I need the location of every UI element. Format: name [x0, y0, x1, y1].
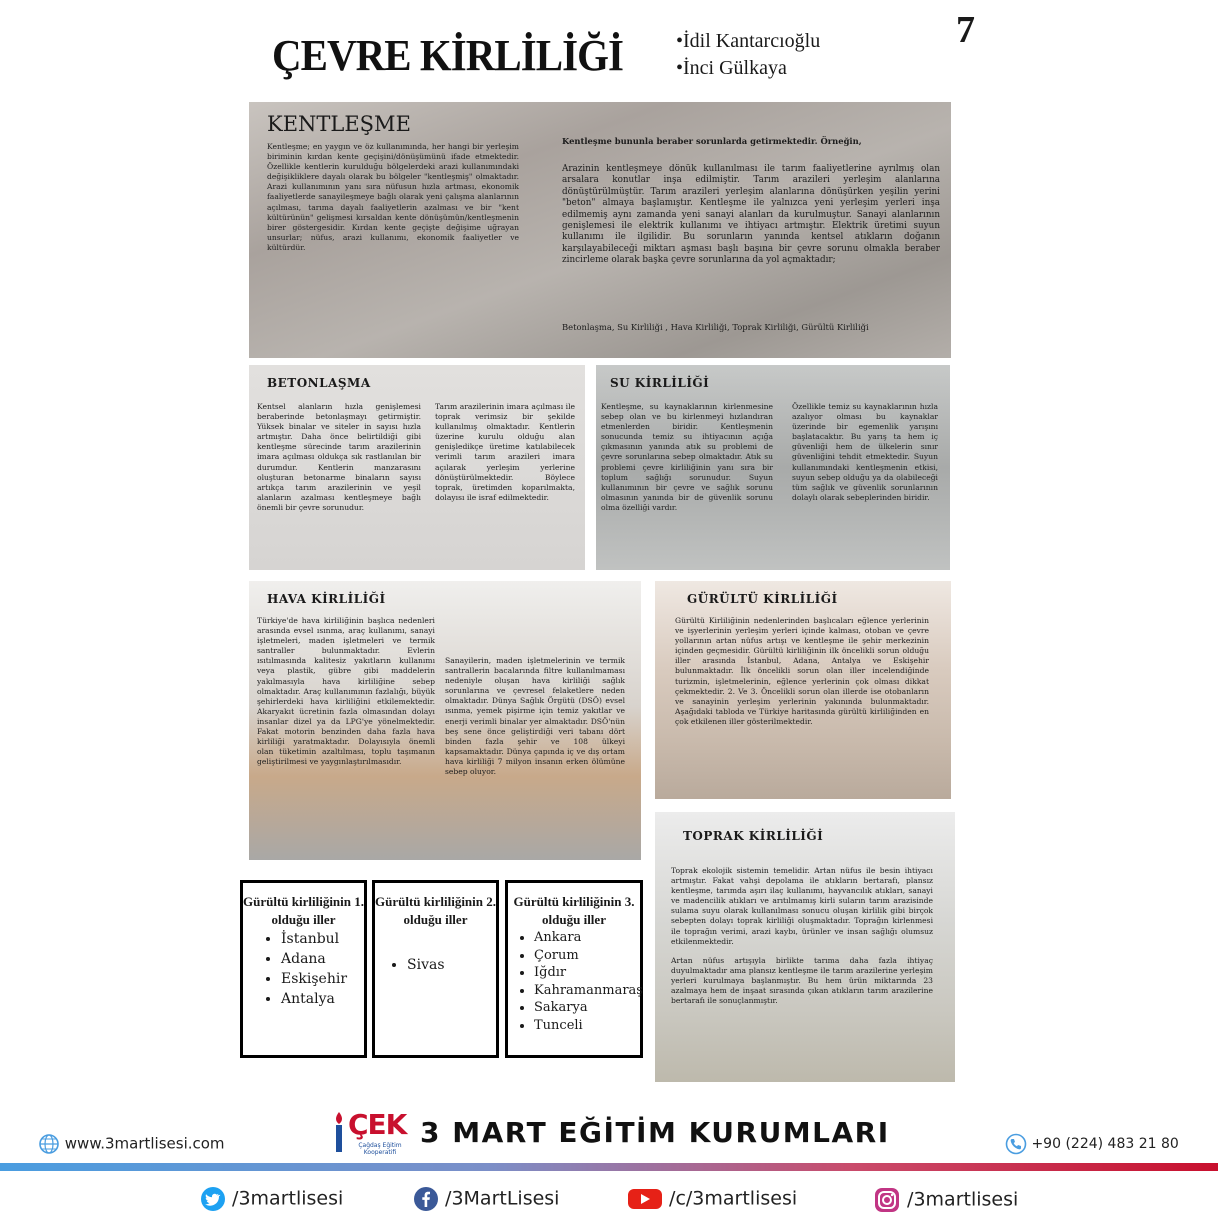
logo-text: ÇEK: [348, 1108, 407, 1141]
twitter-icon: [200, 1186, 226, 1212]
section-heading: BETONLAŞMA: [267, 376, 371, 390]
section-text: Kentleşme, su kaynaklarının kirlenmesine sebep olan ve bu kirlenmeyi hızlandıran etmenlerden biridir. Kentleşmenin sonucunda temiz su ihtiyacının açığa çıkmasının yanında atık su problemi de çevre sorunlarına sebep olmaktadır. Atık su problemi çevre kirliliğinin yanı sıra bir toplum sağlığı sorunudur. Suyun kullanımının bir çevre ve sağlık sorunu olmasının yanında bir de güvenlik sorunu olma özelliği vardır.: [601, 402, 773, 512]
globe-icon: [38, 1133, 60, 1155]
phone-link[interactable]: [1005, 1133, 1179, 1155]
author-name: • İdil Kantarcıoğlu: [676, 28, 820, 55]
twitter-handle: /3martlisesi: [232, 1187, 344, 1210]
instagram-link[interactable]: [873, 1186, 1018, 1214]
youtube-icon: [627, 1186, 663, 1212]
cek-logo: [330, 1108, 416, 1160]
section-text: Sanayilerin, maden işletmelerinin ve termik santrallerin bacalarında filtre kullanılmaması nedeniyle oluşan hava kirliliği sağlık sorunlarına ve çevresel felaketlere neden olmaktadır. Dünya Sağlık Örgütü (DSÖ) evsel ısınma, yemek pişirme için temiz yakıtlar ve enerji verimli binalar yer almaktadır. DSÖ'nün beş sene önce geliştirdiği veri tabanı dört binden fazla şehir ve 108 ülkeyi kapsamaktadır. Dünya çapında iç ve dış ortam hava kirliliği 7 milyon insanın erken ölümüne sebep oluyor.: [445, 656, 625, 777]
city-item: • Tunceli: [534, 1017, 640, 1035]
phone-icon: [1005, 1133, 1027, 1155]
problem-list: Betonlaşma, Su Kirliliği , Hava Kirliliği, Toprak Kirliliği, Gürültü Kirliliği: [562, 322, 869, 332]
city-item: • Kahramanmaraş: [534, 982, 640, 1000]
page-number: 7: [956, 9, 975, 51]
torch-icon: [330, 1110, 348, 1154]
footer-divider: [0, 1163, 1218, 1171]
noise-ranking-box-2: [372, 880, 499, 1058]
instagram-icon: [873, 1186, 901, 1214]
section-heading: SU KİRLİLİĞİ: [610, 376, 710, 390]
su-kirliligi-section: [596, 365, 950, 570]
city-item: • Ankara: [534, 929, 640, 947]
page-title: ÇEVRE KİRLİLİĞİ: [272, 31, 624, 80]
website-text: www.3martlisesi.com: [64, 1134, 225, 1153]
city-list: [375, 955, 496, 975]
city-item: • Çorum: [534, 947, 640, 965]
author-name: • İnci Gülkaya: [676, 55, 820, 82]
twitter-link[interactable]: [200, 1186, 343, 1212]
brand-name: 3 MART EĞİTİM KURUMLARI: [420, 1116, 890, 1149]
city-item: • Iğdır: [534, 964, 640, 982]
section-text: Türkiye'de hava kirliliğinin başlıca nedenleri arasında evsel ısınma, araç kullanımı, sanayi işletmeleri, maden işletmeleri ve termik santraller bulunmaktadır. Evlerin ısıtılmasında kalitesiz yakıtların kullanımı veya plastik, gübre gibi maddelerin yakılmasıyla hava kirliliğine sebep olmaktadır. Araç kullanımının fazlalığı, büyük şehirlerdeki hava kirliliğini etkilemektedir. Akaryakıt ücretinin fazla olmasından dolayı insanlar dizel ya da LPG'ye yönelmektedir. Fakat motorin benzinden daha fazla hava kirliliği yaratmaktadır. Dolayısıyla önemli olan tüketimin azaltılması, toplu taşımanın geliştirilmesi ve yaygınlaştırılmasıdır.: [257, 616, 435, 767]
facebook-handle: /3MartLisesi: [445, 1187, 560, 1210]
section-intro: Kentleşme bununla beraber sorunlarda getirmektedir. Örneğin,: [562, 136, 862, 146]
city-item: • Antalya: [281, 989, 364, 1009]
kentlesme-section: [249, 102, 951, 358]
noise-ranking-box-1: [240, 880, 367, 1058]
section-text: Özellikle temiz su kaynaklarının hızla azalıyor olması bu kaynaklar üzerinde bir egemenlik yarışını başlatacaktır. Bu yarış ta hem iç güvenliği hem de ülkelerin sınır güvenliğini tehdit etmektedir. Suyun kullanımındaki kentleşmenin etkisi, suyun sebep olduğu ya da olabileceği tüm sağlık ve güvenlik sorunlarının dolaylı olarak sebeplerinden biridir.: [792, 402, 938, 502]
city-item: • Eskişehir: [281, 969, 364, 989]
betonlasma-section: [249, 365, 585, 570]
section-text: Kentsel alanların hızla genişlemesi beraberinde betonlaşmayı getirmiştir. Yüksek binalar ve siteler in sayısı hızla artmıştır. Daha önce belirtildiği gibi kentleşme sürecinde tarım arazilerinin imara açılması oldukça sık rastlanılan bir durumdur. Kentlerin manzarasını oluşturan betonarme binaların sayısı artıkça tarım arazilerinin ve yeşil alanların azalması kentleşmeye bağlı önemli bir çevre sorunudur.: [257, 402, 421, 512]
section-text: Arazinin kentleşmeye dönük kullanılması ile tarım faaliyetlerine ayrılmış olan arsalara konutlar inşa edilmiştir. Tarım arazileri yerleşim alanlarına dönüştürülmüştür. Tarım arazileri yerleşim alanlarına dönüşürken yeşilin yerini "beton" almaya başlamıştır. Kentleşme ile yalnızca yeni yerleşim yerleri inşa edilmemiş aynı zamanda yeni sanayi alanları da kurulmuştur. Sanayi alanlarının genişlemesi ile elektrik kullanımı ve ihtiyacı artmıştır. Elektrik üretimi suyun kullanımı ile ilgilidir. Bu sorunların yanında kentsel atıkların doğanın karşılayabileceği miktarı aşması başlı başına bir çevre sorunu olmakla beraber zincirleme olarak başka çevre sorunlarına da yol açmaktadır;: [562, 164, 940, 266]
city-list: [243, 929, 364, 1009]
paragraph: Toprak ekolojik sistemin temelidir. Artan nüfus ile besin ihtiyacı artmıştır. Fakat vahşi depolama ile atıkların bertarafı, plansız kentleşme, tarımda aşırı ilaç kullanımı, hayvancılık atıkları, sanayi ve madencilik atıkları ve arıtılmamış kirli suların tarım arazisinde sulama suyu olarak kullanılması sonucu oluşan kirlilik gibi birçok sebepten dolayı toprak kirliliği oluşmaktadır. Toprağın kirlenmesi ile toprağın verimi, arazi kaybı, ürünler ve insan sağlığı olumsuz etkilenmektedir.: [671, 866, 933, 946]
city-item: • Sakarya: [534, 999, 640, 1017]
box-heading: Gürültü kirliliğinin 2. olduğu iller: [375, 894, 497, 927]
toprak-kirliligi-section: [655, 812, 955, 1082]
section-heading: TOPRAK KİRLİLİĞİ: [683, 829, 824, 843]
author-list: [676, 28, 820, 82]
section-text: Tarım arazilerinin imara açılması ile toprak verimsiz bir şekilde kullanılmış olmaktadır. Kentlerin üzerine kurulu olduğu alan genişledikçe üretime katılabilecek verimli tarım arazileri imara açılarak yerleşim yerlerine dönüştürülmektedir. Böylece toprak, üretimden koparılmakta, dolayısı ile israf edilmektedir.: [435, 402, 575, 502]
section-text: Gürültü Kirliliğinin nedenlerinden başlıcaları eğlence yerlerinin ve işyerlerinin yerleşim yerleri içinde kalması, otoban ve çevre yollarının artan nüfus artışı ve kentleşme ile şehir merkezinin içinden geçmesidir. Gürültü kirliliğinin ilk öncelikli sorun olduğu iller arasında İstanbul, Adana, Antalya ve Eskişehir bulunmaktadır. İlk öncelikli sorun olan iller incelendiğinde turizmin, işletmelerinin, eğlence yerlerinin çok olması dikkat çekmektedir. 2. Ve 3. Öncelikli sorun olan illerde ise otobanların ve sanayinin yerleşim yerlerinin yakınında bulunmaktadır. Aşağıdaki tabloda ve Türkiye haritasında gürültü kirliliğinden en çok etkilenen iller gösterilmektedir.: [675, 616, 929, 726]
website-link[interactable]: [38, 1133, 225, 1155]
city-list: [508, 929, 643, 1034]
box-heading: Gürültü kirliliğinin 3. olduğu iller: [513, 894, 635, 927]
city-item: • Adana: [281, 949, 364, 969]
facebook-link[interactable]: [413, 1186, 559, 1212]
phone-text: +90 (224) 483 21 80: [1031, 1136, 1179, 1152]
paragraph: Artan nüfus artışıyla birlikte tarıma daha fazla ihtiyaç duyulmaktadır ama plansız kentleşme ile tarım arazilerine yerleşim yerleri kurulmaya başlanmıştır. Bu hem ürün miktarında 23 azalmaya hem de inşaat sırasında çıkan atıkların tarım arazilerine bertarafı ile sonuçlanmıştır.: [671, 955, 933, 1006]
noise-ranking-box-3: [505, 880, 643, 1058]
logo-subtitle: Çağdaş Eğitim Kooperatifi: [358, 1142, 402, 1156]
section-heading: GÜRÜLTÜ KİRLİLİĞİ: [687, 592, 838, 606]
hava-kirliligi-section: [249, 581, 641, 860]
section-heading: KENTLEŞME: [267, 112, 411, 136]
instagram-handle: /3martlisesi: [907, 1188, 1019, 1211]
youtube-link[interactable]: [627, 1186, 797, 1212]
section-heading: HAVA KİRLİLİĞİ: [267, 592, 386, 606]
section-text: Kentleşme; en yaygın ve öz kullanımında, her hangi bir yerleşim biriminin kırdan kente geçişini/dönüşümünü ifade etmektedir. Özellikle kentlerin kurulduğu bölgelerdeki arazi kullanımındaki değişikliklere dayalı olarak bu bölgeler "kentleşmiş" olmaktadır. Arazi kullanımının yanı sıra nüfusun hızla artması, ekonomik faaliyetlerde sanayileşmeye bağlı olarak yeni çalışma alanlarının açılması, tarıma dayalı faaliyetlerin azalması ve bir "kent kültürünün" gelişmesi kırsaldan kente dönüşümün/kentleşmenin birer göstergesidir. Kırdan kente geçişte değişime uğrayan unsurlar; nüfus, arazi kullanımı, ekonomik faaliyetler ve kültürdür.: [267, 142, 519, 252]
youtube-handle: /c/3martlisesi: [669, 1187, 798, 1210]
city-item: • Sivas: [407, 955, 496, 975]
section-text: [671, 866, 933, 1015]
gurultu-kirliligi-section: [655, 581, 951, 799]
facebook-icon: [413, 1186, 439, 1212]
city-item: • İstanbul: [281, 929, 364, 949]
box-heading: Gürültü kirliliğinin 1. olduğu iller: [243, 894, 365, 927]
